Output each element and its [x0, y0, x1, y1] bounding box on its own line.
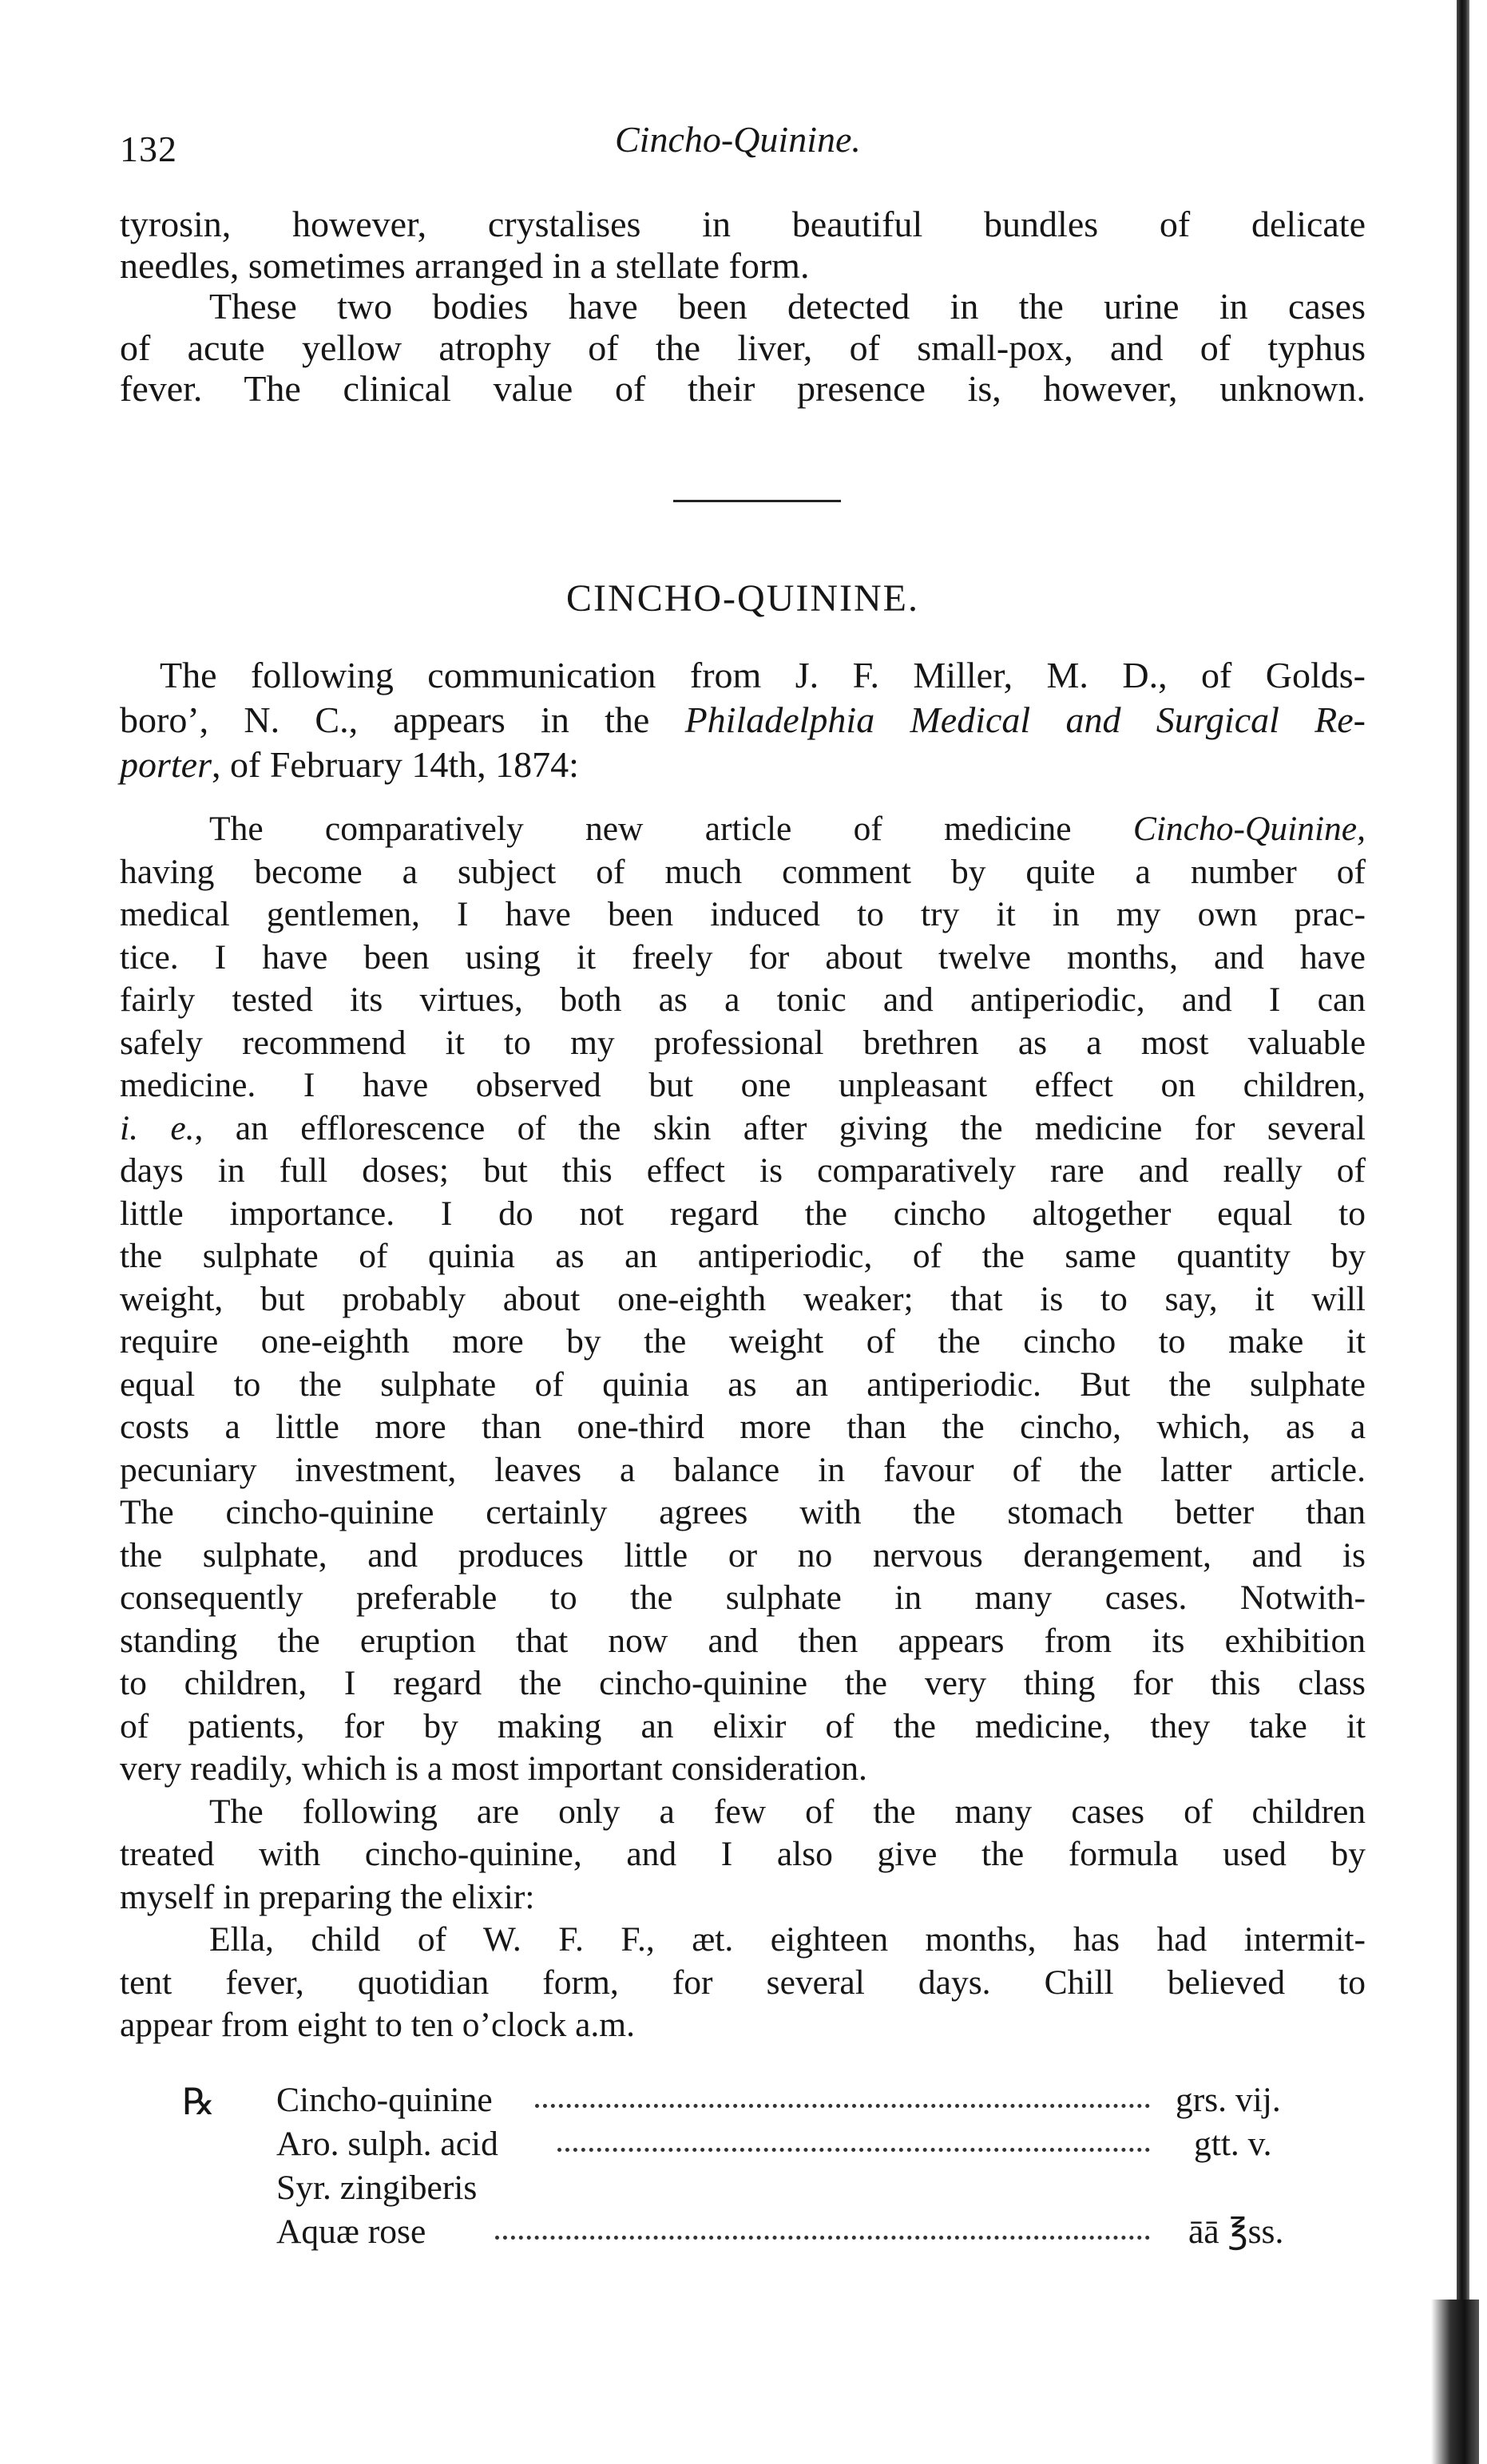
ingredient-name: Cincho-quinine	[276, 2081, 493, 2119]
text-line	[120, 743, 1366, 787]
text-line: having become a subject of much comment by quite a number of	[120, 852, 1366, 891]
ingredient-quantity: āā ℥ss.	[1188, 2212, 1284, 2251]
text-run: , an efflorescence of the skin after giving the medicine for several	[194, 1108, 1366, 1147]
text-line: to children, I regard the cincho-quinine the very thing for this class	[120, 1664, 1366, 1702]
page-header	[120, 118, 1366, 174]
prescription-row	[120, 2124, 1366, 2168]
text-line: consequently preferable to the sulphate in many cases. Notwith-	[120, 1579, 1366, 1617]
journal-title: Philadelphia Medical and Surgical Re-	[684, 699, 1366, 740]
text-line: weight, but probably about one-eighth weaker; that is to say, it will	[120, 1279, 1366, 1318]
quoted-communication	[120, 808, 1366, 2047]
text-run: The comparatively new article of medicine	[209, 810, 1133, 848]
text-line: The cincho-quinine certainly agrees with the stomach better than	[120, 1493, 1366, 1531]
text-line: very readily, which is a most important consideration.	[120, 1749, 867, 1788]
ingredient-quantity: grs. vij.	[1176, 2081, 1281, 2119]
text-line: tice. I have been using it freely for about twelve months, and have	[120, 937, 1366, 976]
prescription-row	[120, 2212, 1366, 2256]
ingredient-name: Aro. sulph. acid	[276, 2125, 498, 2163]
text-line: treated with cincho-quinine, and I also give the formula used by	[120, 1835, 1366, 1873]
text-line: needles, sometimes arranged in a stellate form.	[120, 244, 810, 286]
text-line: medical gentlemen, I have been induced to try it in my own prac-	[120, 895, 1366, 933]
text-line	[120, 808, 1366, 851]
text-line: equal to the sulphate of quinia as an antiperiodic. But the sulphate	[120, 1365, 1366, 1404]
running-head: Cincho-Quinine.	[615, 119, 861, 160]
section-title: CINCHO-QUININE.	[566, 577, 919, 620]
text-line	[120, 1107, 1366, 1151]
continued-paragraph	[120, 204, 1366, 410]
page-edge	[1457, 0, 1469, 2464]
text-line: appear from eight to ten o’clock a.m.	[120, 2006, 636, 2044]
text-line: pecuniary investment, leaves a balance in favour of the latter article.	[120, 1450, 1366, 1489]
ingredient-name: Syr. zingiberis	[276, 2169, 478, 2207]
text-line: the sulphate, and produces little or no nervous derangement, and is	[120, 1535, 1366, 1575]
page-corner-shadow	[1431, 2300, 1479, 2464]
leader-dots	[557, 2148, 1150, 2152]
text-line: fever. The clinical value of their presence is, however, unknown.	[120, 368, 1366, 409]
recipe-symbol: ℞	[182, 2082, 216, 2122]
drug-name: Cincho-Quinine,	[1132, 810, 1366, 848]
text-line: days in full doses; but this effect is comparatively rare and really of	[120, 1151, 1366, 1190]
journal-title-end: porter	[120, 744, 212, 785]
text-line: Ella, child of W. F. F., æt. eighteen months, has had intermit-	[209, 1920, 1366, 1959]
introductory-paragraph	[120, 653, 1366, 787]
text-run: boro’, N. C., appears in the	[120, 699, 685, 740]
text-line: safely recommend it to my professional brethren as a most valuable	[120, 1023, 1366, 1062]
text-run: , of February 14th, 1874:	[212, 744, 579, 785]
ingredient-name: Aquæ rose	[276, 2212, 426, 2251]
text-line: require one-eighth more by the weight of the cincho to make it	[120, 1322, 1366, 1361]
section-divider	[673, 500, 841, 502]
prescription-row	[120, 2168, 1366, 2212]
text-line: myself in preparing the elixir:	[120, 1877, 535, 1916]
text-line: fairly tested its virtues, both as a tonic and antiperiodic, and I can	[120, 980, 1366, 1019]
text-line: costs a little more than one-third more than the cincho, which, as a	[120, 1408, 1366, 1446]
leader-dots	[535, 2104, 1150, 2108]
abbreviation: i. e.	[120, 1108, 195, 1147]
text-line: tyrosin, however, crystalises in beautiful bundles of delicate	[120, 204, 1366, 244]
text-line	[120, 698, 1366, 743]
text-line: These two bodies have been detected in the urine in cases	[209, 286, 1366, 327]
leader-dots	[495, 2236, 1150, 2240]
text-line: The following communication from J. F. Miller, M. D., of Golds-	[160, 655, 1366, 695]
text-line: tent fever, quotidian form, for several days. Chill believed to	[120, 1963, 1366, 2002]
text-line: medicine. I have observed but one unpleasant effect on children,	[120, 1066, 1366, 1104]
text-line: of acute yellow atrophy of the liver, of small-pox, and of typhus	[120, 327, 1366, 368]
prescription-row	[120, 2080, 1366, 2124]
text-line: little importance. I do not regard the cincho altogether equal to	[120, 1194, 1366, 1233]
text-line: of patients, for by making an elixir of the medicine, they take it	[120, 1706, 1366, 1745]
prescription	[120, 2080, 1366, 2256]
page-number: 132	[120, 129, 177, 169]
text-line: standing the eruption that now and then appears from its exhibition	[120, 1621, 1366, 1660]
text-line: The following are only a few of the many cases of children	[209, 1792, 1366, 1831]
text-line: the sulphate of quinia as an antiperiodic, of the same quantity by	[120, 1237, 1366, 1275]
ingredient-quantity: gtt. v.	[1194, 2125, 1272, 2163]
